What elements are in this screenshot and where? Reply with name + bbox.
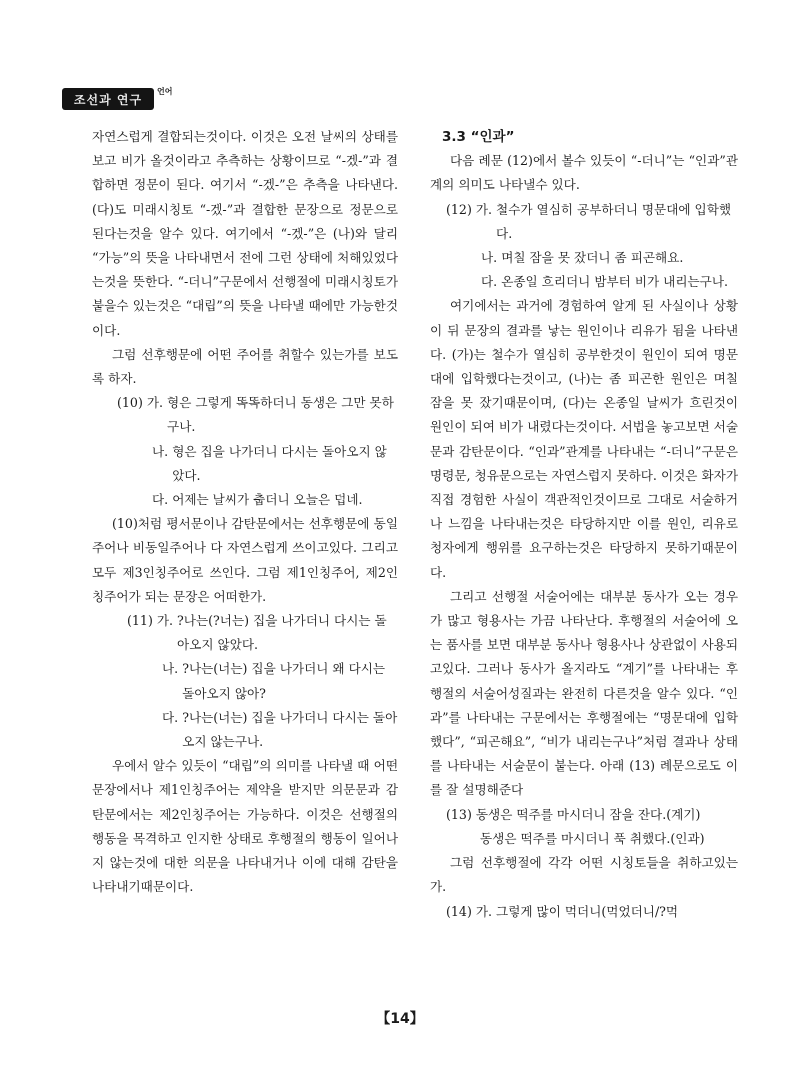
example-11-c-text: ?나는(너는) 집을 나가더니 다시는 돌아오지 않는구나. (182, 709, 398, 750)
example-12-c-text: 온종일 흐리더니 밤부터 비가 내리는구나. (501, 274, 729, 290)
example-13-b-text: 동생은 떡주를 마시더니 푹 취했다.(인과) (480, 830, 705, 846)
example-11-a-text: ?나는(?너는) 집을 나가더니 다시는 돌아오지 않았다. (177, 613, 387, 653)
left-column (92, 125, 398, 900)
example-12-a-label: (12) 가. (446, 201, 497, 217)
example-10-a-text: 형은 그렇게 똑똑하더니 동생은 그만 못하구나. (167, 395, 394, 435)
page-number: 【14】 (376, 1011, 424, 1027)
example-11-c-label: 다. (162, 709, 183, 725)
example-11-b-label: 나. (162, 661, 183, 677)
example-11-a (127, 609, 398, 657)
example-10-c-label: 다. (152, 492, 173, 508)
example-10-b-label: 나. (152, 443, 173, 459)
example-13-label: (13) (446, 806, 476, 822)
example-11-a-label: (11) 가. (127, 613, 178, 629)
example-13-a-text: 동생은 떡주를 마시더니 잠을 잔다.(계기) (475, 806, 701, 822)
example-13 (430, 803, 738, 851)
example-11-b (127, 657, 398, 705)
example-12 (430, 198, 738, 295)
left-paragraph-3: (10)처럼 평서문이나 감탄문에서는 선후행문에 동일주어나 비동일주어나 다 자연스럽게 쓰이고있다. 그리고 모두 제3인칭주어로 쓰인다. 그럼 제1인칭주어, 제2인칭주어가 되는 문장은 어떠한가. (92, 516, 398, 604)
journal-logo-text: 조선과 연구 (73, 92, 143, 107)
example-10-a (117, 391, 398, 439)
example-12-c-label: 다. (481, 274, 502, 290)
example-10-b (117, 440, 398, 488)
example-12-a (446, 198, 738, 246)
left-paragraph-2: 그럼 선후행문에 어떤 주어를 취할수 있는가를 보도록 하자. (92, 346, 398, 387)
journal-logo (62, 88, 154, 110)
example-11 (92, 609, 398, 754)
example-10-c-text: 어제는 날씨가 춥더니 오늘은 덥네. (172, 492, 363, 508)
example-12-c (446, 270, 738, 294)
example-14-a-text: 그렇게 많이 먹더니(먹었더니/?먹 (496, 903, 679, 919)
example-14-a (446, 900, 738, 924)
example-12-b (446, 246, 738, 270)
example-11-c (127, 706, 398, 754)
example-12-b-label: 나. (481, 250, 502, 266)
example-13-a (446, 803, 738, 827)
right-column (430, 125, 738, 924)
example-11-b-text: ?나는(너는) 집을 나가더니 왜 다시는 돌아오지 않아? (182, 661, 386, 701)
left-paragraph-1: 자연스럽게 결합되는것이다. 이것은 오전 날씨의 상태를 보고 비가 올것이라고 추측하는 상황이므로 “-겠-”과 결합하면 정문이 된다. 여기서 “-겠-”은 추측을 나타낸다. (다)도 미래시칭토 “-겠-”과 결합한 문장으로 정문으로 된다는것을 알수 있다. 여기에서 “-겠-”은 (나)와 달리 “가능”의 뜻을 나타내면서 전에 그런 상태에 처해있었다는것을 뜻한다. “-더니”구문에서 선행절에 미래시칭토가 붙을수 있는것은 “대립”의 뜻을 나타낼 때에만 가능한것이다. (92, 129, 398, 338)
section-title: 3.3 “인과” (442, 129, 515, 145)
right-paragraph-4: 그럼 선후행절에 각각 어떤 시칭토들을 취하고있는가. (430, 855, 738, 895)
right-paragraph-3: 그리고 선행절 서술어에는 대부분 동사가 오는 경우가 많고 형용사는 가끔 나타난다. 후행절의 서술어에 오는 품사를 보면 대부분 동사나 형용사나 상관없이 사용되고있다. 그러나 동사가 올지라도 “계기”를 나타내는 후행절의 서술어성질과는 완전히 다른것을 알수 있다. “인과”를 나타내는 구문에서는 후행절에는 “명문대에 입학했다”, “피곤해요”, “비가 내리는구나”처럼 결과나 상태를 나타내는 서술문이 붙는다. 아래 (13) 례문으로도 이를 잘 설명해준다 (430, 588, 738, 798)
example-14-a-label: (14) 가. (446, 903, 497, 919)
example-10-a-label: (10) 가. (117, 395, 168, 411)
example-13-b (446, 827, 738, 851)
right-paragraph-1: 다음 례문 (12)에서 볼수 있듯이 “-더니”는 “인과”관계의 의미도 나타낼수 있다. (430, 153, 738, 193)
example-12-b-text: 며칠 잠을 못 잤더니 좀 피곤해요. (501, 250, 684, 266)
example-10 (92, 391, 398, 512)
journal-logo-badge: 언어 (157, 87, 173, 96)
example-14 (430, 900, 738, 924)
right-paragraph-2: 여기에서는 과거에 경험하여 알게 된 사실이나 상황이 뒤 문장의 결과를 낳는 원인이나 리유가 됨을 나타낸다. (가)는 철수가 열심히 공부한것이 원인이 되여 명문대에 입학했다는것이고, (나)는 좀 피곤한 원인은 며칠 잠을 못 잤기때문이며, (다)는 온종일 날씨가 흐린것이 원인이 되여 비가 내렸다는것이다. 서법을 놓고보면 서술문과 감탄문이다. “인과”관계를 나타내는 “-더니”구문은 명령문, 청유문으로는 자연스럽지 못하다. 이것은 화자가 직접 경험한 사실이 객관적인것이므로 그대로 서술하거나 느낌을 나타내는것은 타당하지만 이를 원인, 리유로 청자에게 행위를 요구하는것은 타당하지 못하기때문이다. (430, 298, 738, 580)
example-10-b-text: 형은 집을 나가더니 다시는 돌아오지 않았다. (172, 443, 387, 483)
example-10-c (117, 488, 398, 512)
left-paragraph-4: 우에서 알수 있듯이 “대립”의 의미를 나타낼 때 어떤 문장에서나 제1인칭주어는 제약을 받지만 의문문과 감탄문에서는 제2인칭주어는 가능하다. 이것은 선행절의 행동을 목격하고 인지한 상태로 후행절의 행동이 일어나지 않는것에 대한 의문을 나타내거나 이에 대해 감탄을 나타내기때문이다. (92, 758, 398, 895)
example-12-a-text: 철수가 열심히 공부하더니 명문대에 입학했다. (496, 201, 732, 241)
